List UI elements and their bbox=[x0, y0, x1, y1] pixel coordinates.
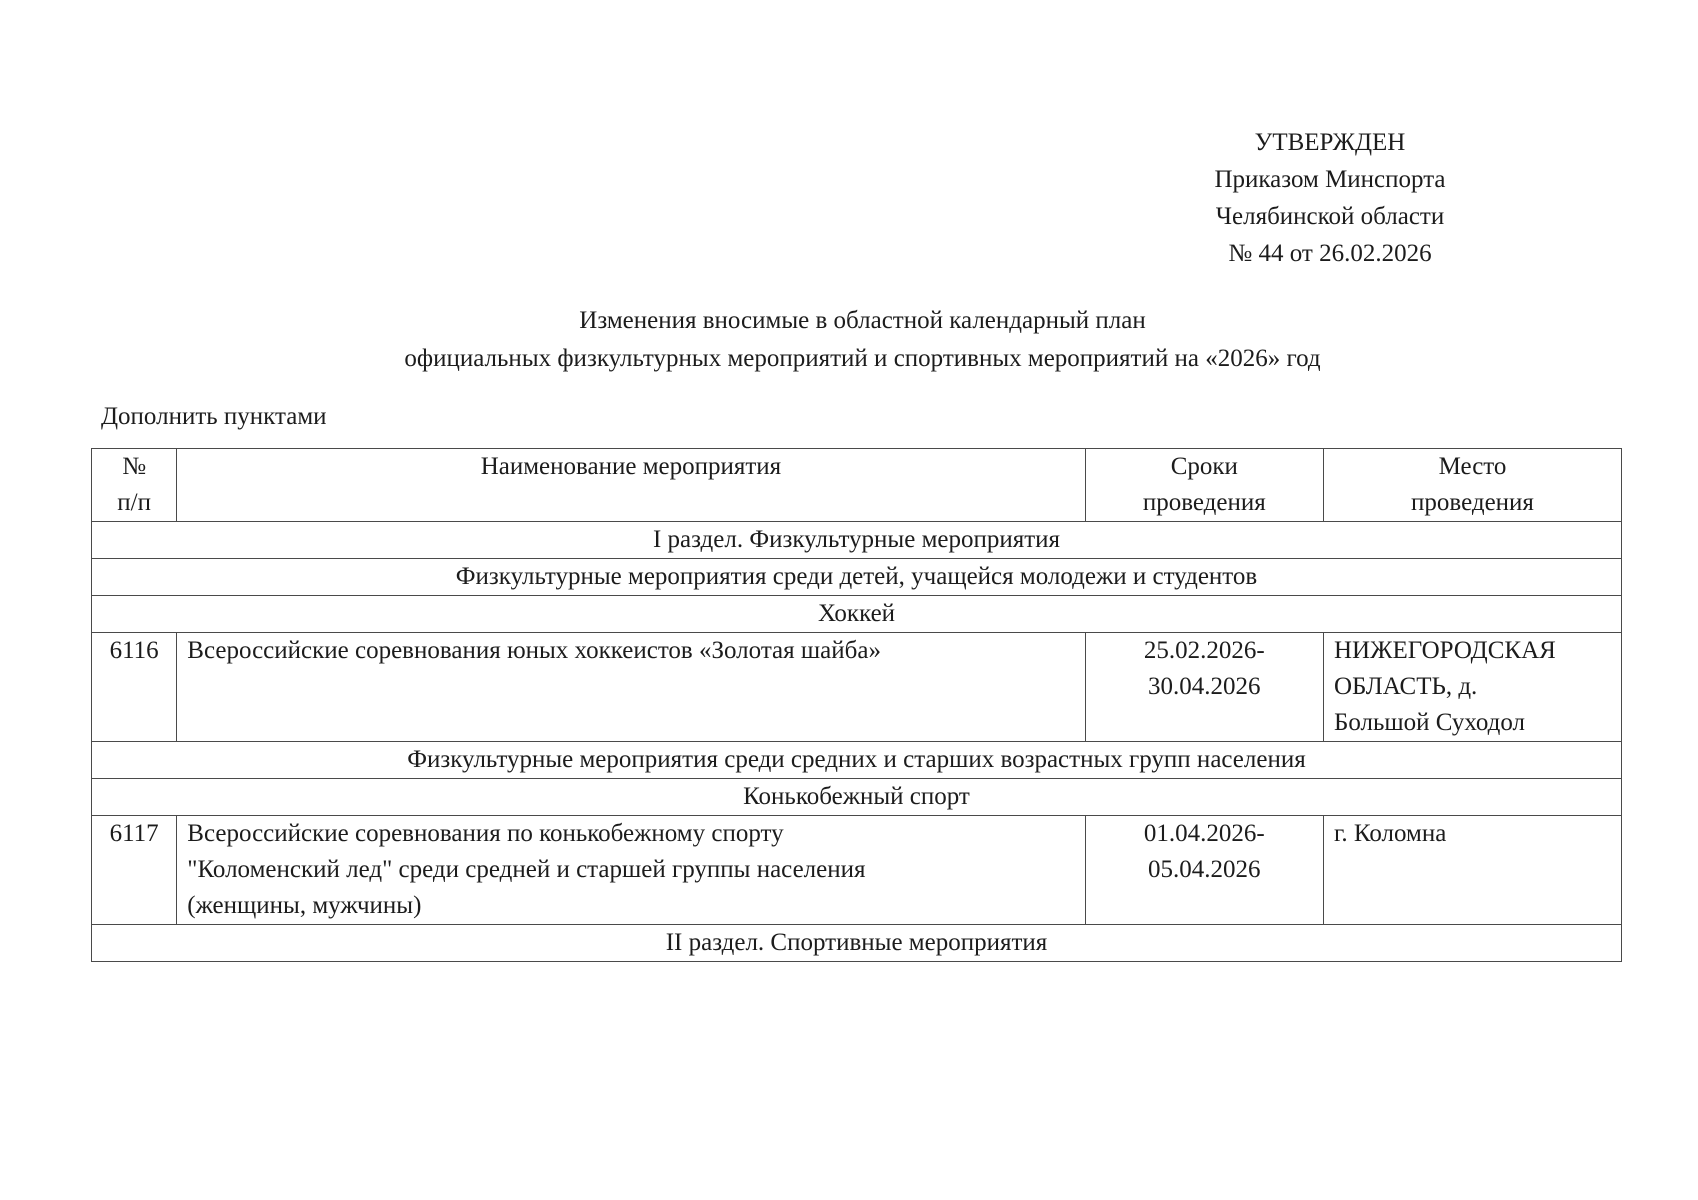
row-date-start: 25.02.2026- bbox=[1143, 637, 1265, 664]
row-place-line-3: Большой Суходол bbox=[1333, 709, 1526, 736]
document-title bbox=[300, 302, 1425, 378]
section-row bbox=[92, 779, 1622, 816]
row-number: 6117 bbox=[92, 816, 177, 925]
row-place-line-1: НИЖЕГОРОДСКАЯ bbox=[1333, 637, 1556, 664]
sport-hockey-title: Хоккей bbox=[92, 596, 1622, 633]
table-row bbox=[92, 633, 1622, 742]
header-number bbox=[92, 449, 177, 522]
row-date-end: 30.04.2026 bbox=[1148, 673, 1261, 700]
section-row bbox=[92, 596, 1622, 633]
table-row bbox=[92, 816, 1622, 925]
section-row bbox=[92, 925, 1622, 962]
row-event-name-line: "Коломенский лед" среди средней и старшей группы населения bbox=[187, 856, 866, 883]
section-1-group-2-title: Физкультурные мероприятия среди средних и старших возрастных групп населения bbox=[92, 742, 1622, 779]
events-table bbox=[91, 448, 1622, 962]
row-place bbox=[1323, 816, 1621, 925]
row-dates bbox=[1085, 816, 1323, 925]
table-header-row bbox=[92, 449, 1622, 522]
section-2-title: II раздел. Спортивные мероприятия bbox=[92, 925, 1622, 962]
approval-region: Челябинской области bbox=[1215, 203, 1445, 230]
header-dates bbox=[1085, 449, 1323, 522]
row-dates bbox=[1085, 633, 1323, 742]
header-place-line-1: Место bbox=[1438, 453, 1507, 480]
header-dates-line-2: проведения bbox=[1142, 489, 1266, 516]
row-event-name bbox=[177, 816, 1085, 925]
row-event-name bbox=[177, 633, 1085, 742]
approval-number-date: № 44 от 26.02.2026 bbox=[1228, 240, 1432, 267]
row-place-line-1: г. Коломна bbox=[1333, 820, 1447, 847]
approval-stamp bbox=[1180, 124, 1480, 272]
section-row bbox=[92, 559, 1622, 596]
row-date-end: 05.04.2026 bbox=[1148, 856, 1261, 883]
document-title-line-2: официальных физкультурных мероприятий и спортивных мероприятий на «2026» год bbox=[404, 345, 1321, 372]
row-place bbox=[1323, 633, 1621, 742]
row-event-name-line: Всероссийские соревнования юных хоккеистов «Золотая шайба» bbox=[187, 637, 881, 664]
header-number-sign: № bbox=[122, 453, 147, 480]
section-row bbox=[92, 742, 1622, 779]
section-1-title: I раздел. Физкультурные мероприятия bbox=[92, 522, 1622, 559]
section-1-group-1-title: Физкультурные мероприятия среди детей, учащейся молодежи и студентов bbox=[92, 559, 1622, 596]
document-title-line-1: Изменения вносимые в областной календарный план bbox=[579, 307, 1146, 334]
section-row bbox=[92, 522, 1622, 559]
row-event-name-line: (женщины, мужчины) bbox=[187, 892, 422, 919]
row-date-start: 01.04.2026- bbox=[1143, 820, 1265, 847]
row-number: 6116 bbox=[92, 633, 177, 742]
row-event-name-line: Всероссийские соревнования по конькобежному спорту bbox=[187, 820, 784, 847]
approval-order: Приказом Минспорта bbox=[1214, 166, 1446, 193]
supplement-label: Дополнить пунктами bbox=[101, 403, 327, 430]
header-number-abbr: п/п bbox=[117, 489, 151, 516]
row-place-line-2: ОБЛАСТЬ, д. bbox=[1333, 673, 1478, 700]
header-place-line-2: проведения bbox=[1411, 489, 1534, 516]
header-place bbox=[1323, 449, 1621, 522]
header-dates-line-1: Сроки bbox=[1170, 453, 1238, 480]
approval-status: УТВЕРЖДЕН bbox=[1254, 129, 1406, 156]
header-name: Наименование мероприятия bbox=[177, 449, 1085, 522]
sport-speed-skating-title: Конькобежный спорт bbox=[92, 779, 1622, 816]
